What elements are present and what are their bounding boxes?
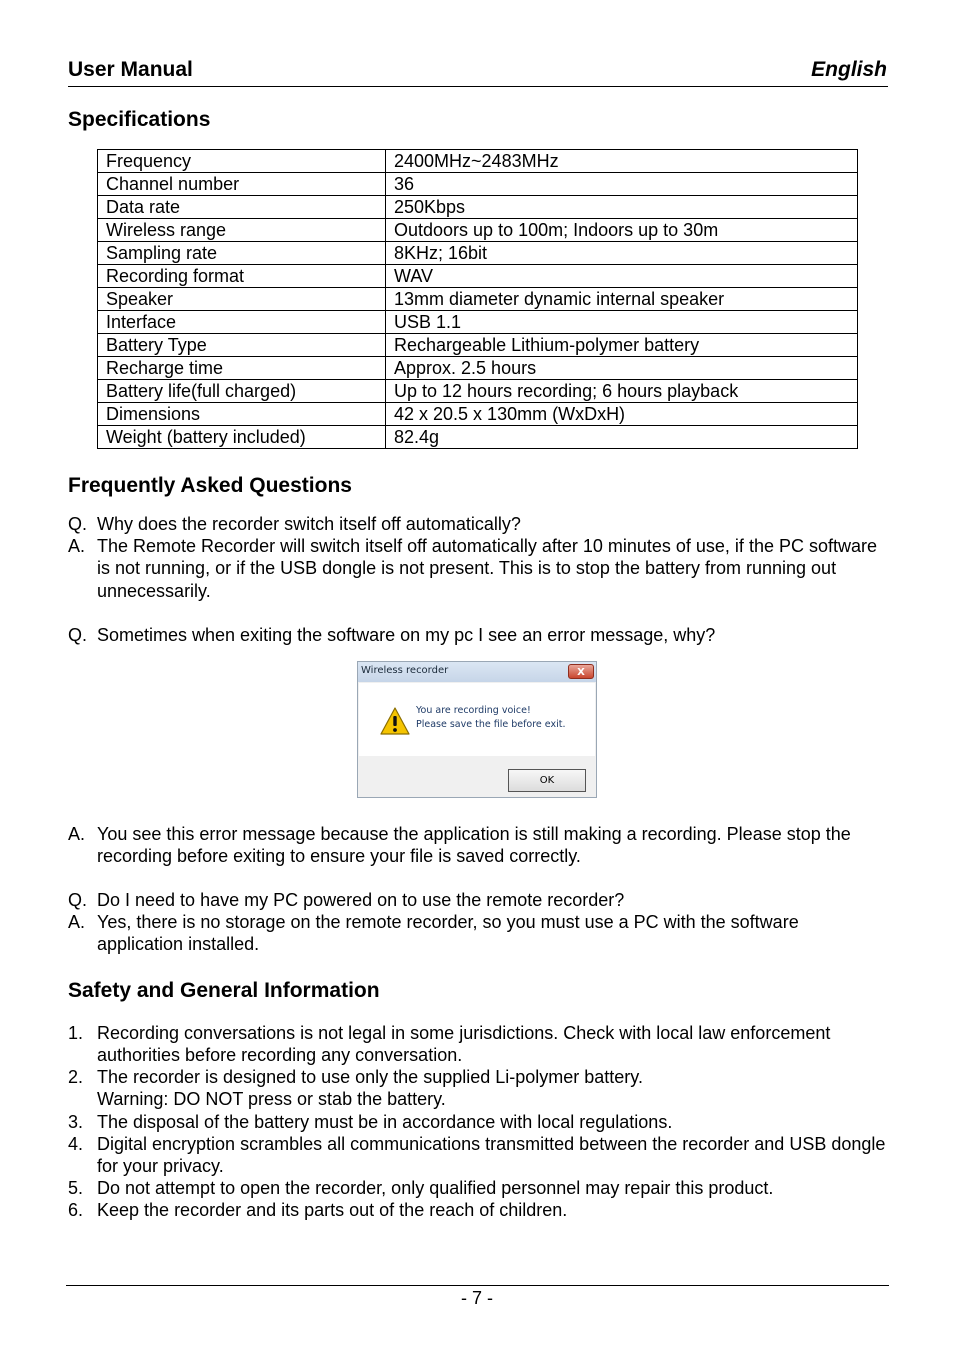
page-header	[68, 58, 888, 87]
list-number: 1.	[68, 1023, 84, 1043]
error-dialog-screenshot	[357, 661, 597, 798]
spec-value: 42 x 20.5 x 130mm (WxDxH)	[386, 403, 858, 426]
list-number: 5.	[68, 1178, 84, 1198]
spec-label: Dimensions	[98, 403, 386, 426]
list-item	[68, 1066, 888, 1111]
list-text: Do not attempt to open the recorder, only qualified personnel may repair this product.	[97, 1178, 774, 1198]
spec-value: 82.4g	[386, 426, 858, 449]
spec-label: Interface	[98, 311, 386, 334]
spec-value: Rechargeable Lithium-polymer battery	[386, 334, 858, 357]
table-row	[98, 334, 858, 357]
question-text: Sometimes when exiting the software on my pc I see an error message, why?	[97, 625, 716, 645]
table-row	[98, 380, 858, 403]
spec-value: Up to 12 hours recording; 6 hours playback	[386, 380, 858, 403]
table-row	[98, 426, 858, 449]
list-number: 3.	[68, 1112, 84, 1132]
spec-value: 2400MHz~2483MHz	[386, 150, 858, 173]
safety-heading: Safety and General Information	[68, 979, 380, 1002]
faq-answer-2	[68, 823, 888, 868]
specifications-heading: Specifications	[68, 108, 211, 131]
close-button[interactable]: X	[568, 664, 594, 679]
spec-value: 13mm diameter dynamic internal speaker	[386, 288, 858, 311]
dialog-message-line2: Please save the file before exit.	[416, 719, 566, 730]
list-item	[68, 1199, 888, 1221]
list-text: The recorder is designed to use only the supplied Li-polymer battery.	[97, 1067, 643, 1087]
spec-label: Recharge time	[98, 357, 386, 380]
faq-answer-1	[68, 535, 888, 602]
answer-text: The Remote Recorder will switch itself off automatically after 10 minutes of use, if the PC software is not running, or if the USB dongle is not present. This is to stop the battery from running out unnecessarily.	[97, 536, 877, 601]
warning-icon	[379, 706, 411, 736]
table-row	[98, 242, 858, 265]
table-row	[98, 173, 858, 196]
spec-label: Channel number	[98, 173, 386, 196]
dialog-title: Wireless recorder	[361, 665, 449, 676]
spec-label: Weight (battery included)	[98, 426, 386, 449]
faq-question-2	[68, 624, 888, 646]
list-item	[68, 1022, 888, 1067]
dialog-body	[359, 683, 595, 756]
specifications-table	[97, 149, 858, 449]
list-text: Recording conversations is not legal in some jurisdictions. Check with local law enforcement authorities before recording any conversation.	[97, 1023, 831, 1066]
question-text: Why does the recorder switch itself off automatically?	[97, 514, 521, 534]
list-text: Digital encryption scrambles all communications transmitted between the recorder and USB dongle for your privacy.	[97, 1134, 886, 1177]
list-item	[68, 1111, 888, 1133]
spec-label: Data rate	[98, 196, 386, 219]
answer-text: You see this error message because the application is still making a recording. Please stop the recording before exiting to ensure your file is saved correctly.	[97, 824, 851, 867]
faq-question-1	[68, 513, 888, 535]
list-text: The disposal of the battery must be in accordance with local regulations.	[97, 1112, 673, 1132]
ok-button[interactable]: OK	[508, 769, 586, 792]
table-row	[98, 288, 858, 311]
spec-label: Wireless range	[98, 219, 386, 242]
spec-label: Frequency	[98, 150, 386, 173]
faq-question-3	[68, 889, 888, 911]
spec-value: 36	[386, 173, 858, 196]
list-text: Keep the recorder and its parts out of the reach of children.	[97, 1200, 568, 1220]
question-label: Q.	[68, 890, 88, 910]
spec-value: 250Kbps	[386, 196, 858, 219]
spec-value: Approx. 2.5 hours	[386, 357, 858, 380]
list-number: 6.	[68, 1200, 84, 1220]
answer-text: Yes, there is no storage on the remote recorder, so you must use a PC with the software application installed.	[97, 912, 799, 955]
dialog-message-line1: You are recording voice!	[416, 705, 531, 716]
spec-value: WAV	[386, 265, 858, 288]
spec-label: Sampling rate	[98, 242, 386, 265]
spec-label: Battery life(full charged)	[98, 380, 386, 403]
header-title: User Manual	[68, 58, 193, 81]
list-number: 4.	[68, 1134, 84, 1154]
table-row	[98, 403, 858, 426]
faq-heading: Frequently Asked Questions	[68, 474, 352, 497]
spec-value: 8KHz; 16bit	[386, 242, 858, 265]
table-row	[98, 357, 858, 380]
answer-label: A.	[68, 536, 86, 556]
question-label: Q.	[68, 625, 88, 645]
spec-label: Recording format	[98, 265, 386, 288]
spec-value: USB 1.1	[386, 311, 858, 334]
list-item	[68, 1177, 888, 1199]
table-row	[98, 219, 858, 242]
answer-label: A.	[68, 912, 86, 932]
header-language: English	[811, 58, 887, 81]
list-item	[68, 1133, 888, 1178]
footer-rule	[66, 1285, 889, 1286]
list-text-warning: Warning: DO NOT press or stab the battery.	[97, 1089, 446, 1110]
table-row	[98, 265, 858, 288]
faq-answer-3	[68, 911, 888, 956]
table-row	[98, 311, 858, 334]
question-label: Q.	[68, 514, 88, 534]
spec-value: Outdoors up to 100m; Indoors up to 30m	[386, 219, 858, 242]
question-text: Do I need to have my PC powered on to use the remote recorder?	[97, 890, 625, 910]
page-number: - 7 -	[460, 1288, 493, 1308]
spec-label: Speaker	[98, 288, 386, 311]
dialog-titlebar	[358, 662, 596, 682]
answer-label: A.	[68, 824, 86, 844]
spec-label: Battery Type	[98, 334, 386, 357]
table-row	[98, 150, 858, 173]
table-row	[98, 196, 858, 219]
list-number: 2.	[68, 1067, 84, 1087]
